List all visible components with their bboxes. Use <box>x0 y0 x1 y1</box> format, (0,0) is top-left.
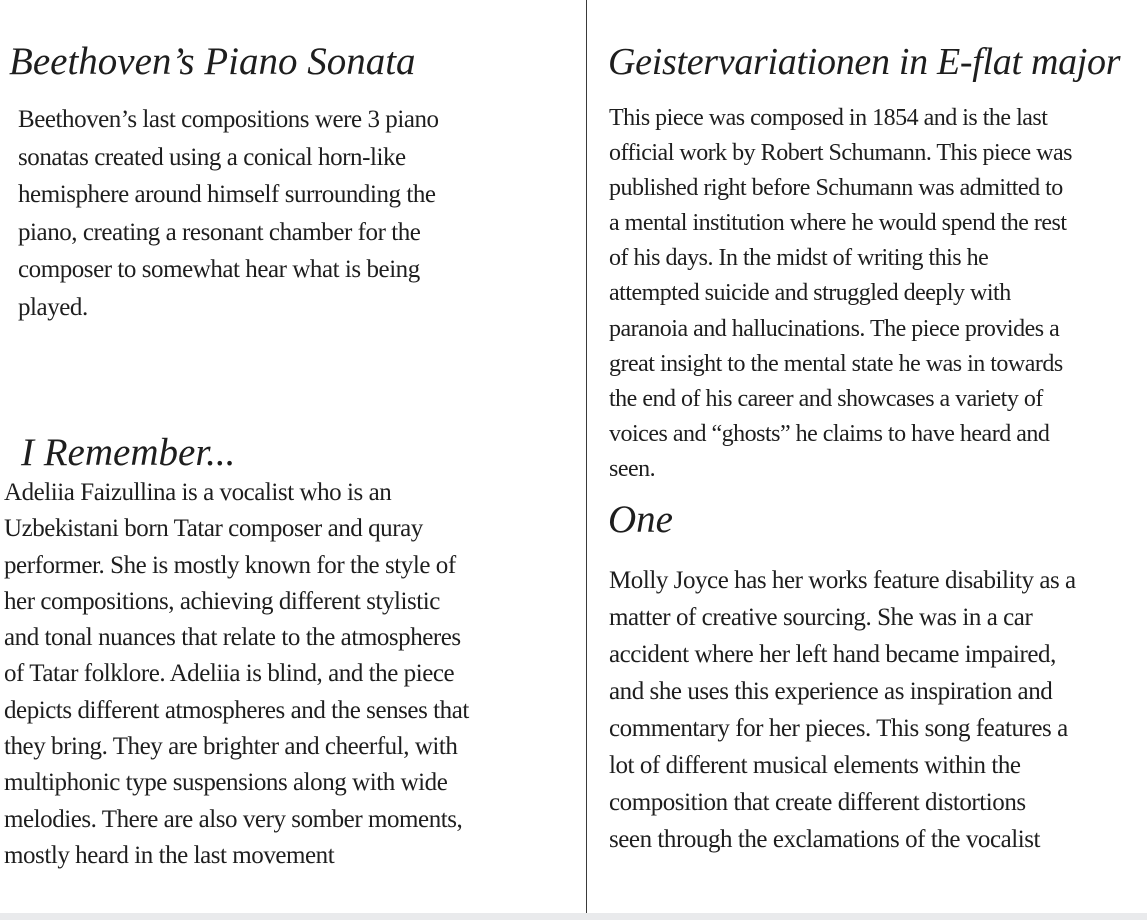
section-body-beethoven: Beethoven’s last compositions were 3 piano sonatas created using a conical horn-like hemisphere around himself surrounding the piano, creating a resonant chamber for the composer to somewhat hear what is being played. <box>18 106 439 321</box>
section-body-geistervariationen: This piece was composed in 1854 and is the last official work by Robert Schumann. This piece was published right before Schumann was admitted to a mental institution where he would spend the rest of his days. In the midst of writing this he attempted suicide and struggled deeply with paranoia and hallucinations. The piece provides a great insight to the mental state he was in towards the end of his career and showcases a variety of voices and “ghosts” he claims to have heard and seen. <box>609 105 1073 482</box>
section-title-i-remember: I Remember... <box>21 431 236 474</box>
section-body-one: Molly Joyce has her works feature disability as a matter of creative sourcing. She was in a car accident where her left hand became impaired, and she uses this experience as inspiration and commentary for her pieces. This song features a lot of different musical elements within the composition that create different distortions seen through the exclamations of the vocalist <box>609 567 1076 853</box>
section-title-geistervariationen: Geistervariationen in E-flat major <box>608 41 1121 83</box>
column-divider <box>586 0 587 914</box>
bottom-edge <box>0 913 1147 920</box>
section-title-beethoven: Beethoven’s Piano Sonata <box>9 40 416 83</box>
section-title-one: One <box>608 498 673 541</box>
section-body-i-remember: Adeliia Faizullina is a vocalist who is an Uzbekistani born Tatar composer and quray performer. She is mostly known for the style of her compositions, achieving different stylistic and tonal nuances that relate to the atmospheres of Tatar folklore. Adeliia is blind, and the piece depicts different atmospheres and the senses that they bring. They are brighter and cheerful, with multiphonic type suspensions along with wide melodies. There are also very somber moments, mostly heard in the last movement <box>4 479 469 869</box>
